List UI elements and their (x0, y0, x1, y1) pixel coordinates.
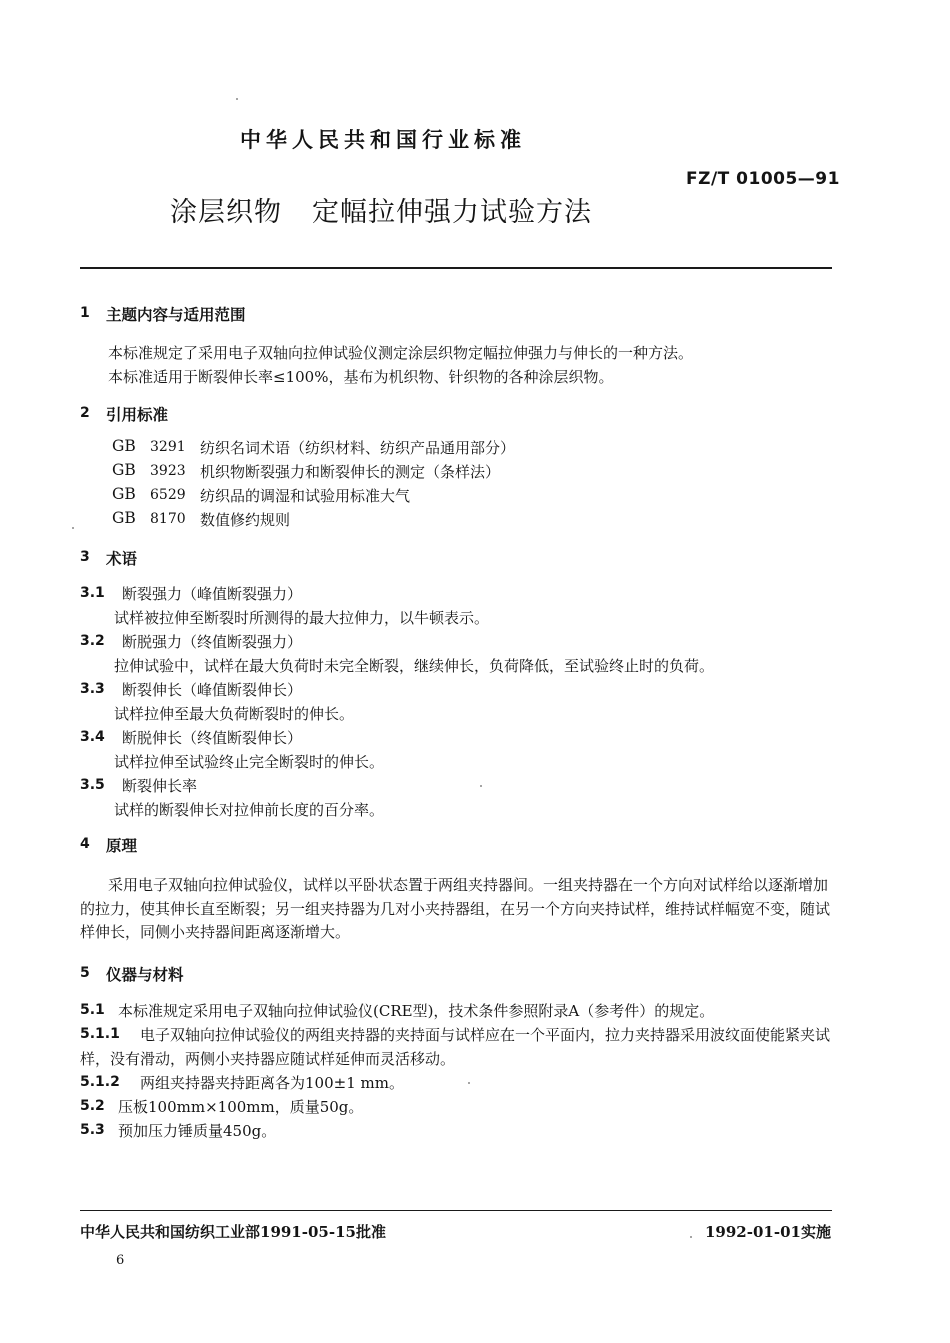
reference-name: 数值修约规则 (200, 511, 291, 529)
scan-speck (236, 98, 238, 100)
reference-code: GB (112, 485, 136, 503)
approval-line: 中华人民共和国纺织工业部1991-05-15批准 (80, 1223, 386, 1241)
standard-code: FZ/T 01005—91 (686, 169, 840, 189)
term-definition: 拉伸试验中，试样在最大负荷时未完全断裂，继续伸长，负荷降低，至试验终止时的负荷。 (114, 657, 715, 675)
clause-number: 5.3 (80, 1122, 105, 1138)
clause-text: 本标准规定采用电子双轴向拉伸试验仪(CRE型)，技术条件参照附录A（参考件）的规定。 (118, 1002, 715, 1020)
term-name: 断裂强力（峰值断裂强力） (122, 585, 303, 603)
clause-number: 5.1.2 (80, 1074, 120, 1090)
term-number: 3.5 (80, 777, 105, 793)
reference-number: 8170 (150, 511, 186, 527)
term-name: 断脱伸长（终值断裂伸长） (122, 729, 303, 747)
scan-speck (480, 785, 482, 787)
clause-paragraph (80, 1024, 832, 1071)
reference-number: 3291 (150, 439, 186, 455)
clause-text: 电子双轴向拉伸试验仪的两组夹持器的夹持面与试样应在一个平面内，拉力夹持器采用波纹面使能紧夹试样，没有滑动，两侧小夹持器应随试样延伸而灵活移动。 (80, 1026, 831, 1068)
section-5-number: 5 (80, 965, 90, 981)
clause-text: 预加压力锤质量450g。 (118, 1122, 277, 1140)
reference-number: 6529 (150, 487, 186, 503)
term-definition: 试样被拉伸至断裂时所测得的最大拉伸力，以牛顿表示。 (114, 609, 490, 627)
footer-divider (80, 1210, 832, 1211)
section-4-text: 采用电子双轴向拉伸试验仪，试样以平卧状态置于两组夹持器间。一组夹持器在一个方向对试样给以逐渐增加的拉力，使其伸长直至断裂；另一组夹持器为几对小夹持器组，在另一个方向夹持试样，维持试样幅宽不变，随试样伸长，同侧小夹持器间距离逐渐增大。 (80, 876, 831, 941)
reference-name: 机织物断裂强力和断裂伸长的测定（条样法） (200, 463, 501, 481)
scan-speck (690, 1236, 692, 1238)
section-1-paragraph-2: 本标准适用于断裂伸长率≤100%，基布为机织物、针织物的各种涂层织物。 (108, 368, 614, 386)
section-5-title: 仪器与材料 (106, 965, 184, 984)
term-name: 断裂伸长率 (122, 777, 198, 795)
reference-name: 纺织品的调湿和试验用标准大气 (200, 487, 411, 505)
section-1-title: 主题内容与适用范围 (106, 305, 246, 324)
clause-number: 5.1 (80, 1002, 105, 1018)
document-title (170, 190, 592, 229)
term-name: 断裂伸长（峰值断裂伸长） (122, 681, 303, 699)
reference-code: GB (112, 461, 136, 479)
reference-code: GB (112, 509, 136, 527)
term-number: 3.3 (80, 681, 105, 697)
scan-speck (468, 1082, 470, 1084)
scan-speck (72, 527, 74, 529)
publisher-heading: 中华人民共和国行业标准 (240, 127, 526, 152)
header-divider (80, 267, 832, 269)
section-3-title: 术语 (106, 549, 138, 568)
term-number: 3.1 (80, 585, 105, 601)
clause-text: 两组夹持器夹持距离各为100±1 mm。 (140, 1074, 404, 1092)
section-1-number: 1 (80, 305, 90, 321)
document-title-part2: 定幅拉伸强力试验方法 (312, 197, 592, 228)
clause-number: 5.2 (80, 1098, 105, 1114)
section-2-number: 2 (80, 405, 90, 421)
term-definition: 试样拉伸至试验终止完全断裂时的伸长。 (114, 753, 385, 771)
section-4-paragraph (80, 874, 832, 945)
term-definition: 试样的断裂伸长对拉伸前长度的百分率。 (114, 801, 385, 819)
reference-number: 3923 (150, 463, 186, 479)
clause-number: 5.1.1 (80, 1026, 120, 1042)
reference-name: 纺织名词术语（纺织材料、纺织产品通用部分） (200, 439, 516, 457)
section-2-title: 引用标准 (106, 405, 169, 424)
term-definition: 试样拉伸至最大负荷断裂时的伸长。 (114, 705, 355, 723)
page-number: 6 (116, 1253, 125, 1268)
term-number: 3.4 (80, 729, 105, 745)
term-name: 断脱强力（终值断裂强力） (122, 633, 303, 651)
reference-code: GB (112, 437, 136, 455)
effective-date: 1992-01-01实施 (705, 1223, 831, 1241)
clause-text: 压板100mm×100mm，质量50g。 (118, 1098, 364, 1116)
section-4-number: 4 (80, 836, 90, 852)
section-3-number: 3 (80, 549, 90, 565)
term-number: 3.2 (80, 633, 105, 649)
section-4-title: 原理 (106, 836, 138, 855)
document-title-part1: 涂层织物 (170, 197, 282, 228)
section-1-paragraph-1: 本标准规定了采用电子双轴向拉伸试验仪测定涂层织物定幅拉伸强力与伸长的一种方法。 (108, 344, 694, 362)
